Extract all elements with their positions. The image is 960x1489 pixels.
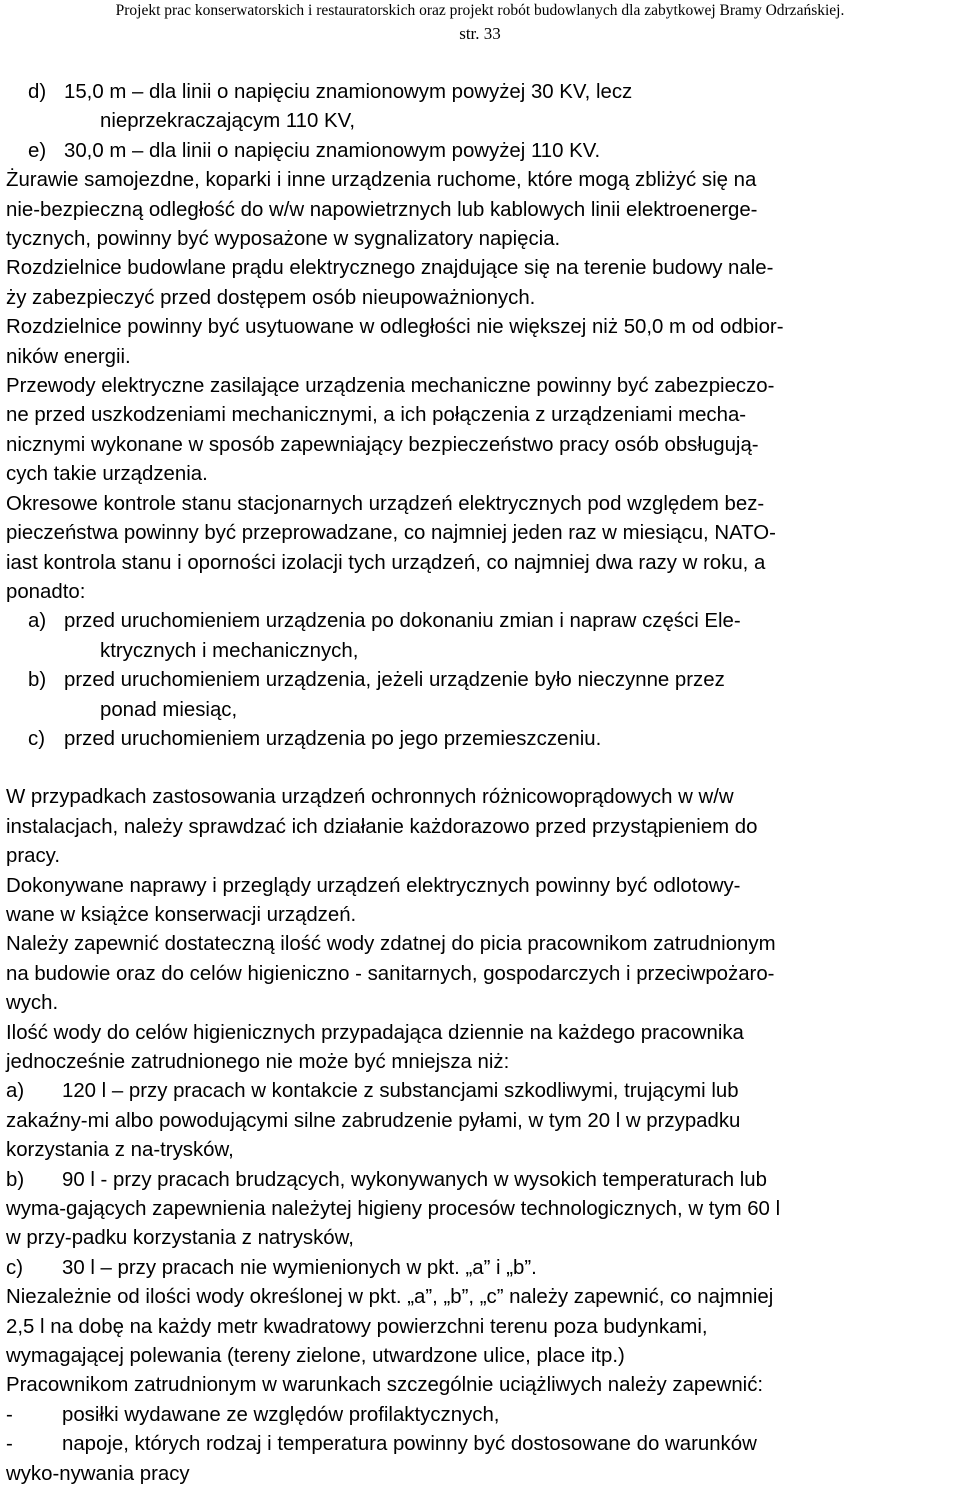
text-line: cych takie urządzenia. (6, 463, 208, 486)
text-line: Niezależnie od ilości wody określonej w pkt. „a”, „b”, „c” należy zapewnić, co najmniej (6, 1286, 774, 1309)
document-body (6, 78, 956, 1489)
text-line: Pracownikom zatrudnionym w warunkach szczególnie uciążliwych należy zapewnić: (6, 1374, 764, 1397)
dash-item-1: - posiłki wydawane ze względów profilaktycznych, (6, 1403, 500, 1426)
text-line: tycznych, powinny być wyposażone w sygnalizatory napięcia. (6, 228, 561, 251)
text-line: Rozdzielnice budowlane prądu elektrycznego znajdujące się na terenie budowy nale- (6, 257, 774, 280)
list-item-d-cont: nieprzekraczającym 110 KV, (100, 110, 356, 133)
text-line: wych. (6, 992, 59, 1015)
list-item-b: b) przed uruchomieniem urządzenia, jeżeli urządzenie było nieczynne przez (28, 669, 725, 692)
page-number: str. 33 (459, 24, 501, 43)
list-item-e: e) 30,0 m – dla linii o napięciu znamionowym powyżej 110 KV. (28, 139, 601, 162)
text-line: Dokonywane naprawy i przeglądy urządzeń elektrycznych powinny być odlotowy- (6, 874, 741, 897)
text-line: nie-bezpieczną odległość do w/w napowietrznych lub kablowych linii elektroenerge- (6, 198, 758, 221)
water-item-b: b) 90 l - przy pracach brudzących, wykonywanych w wysokich temperaturach lub (6, 1168, 767, 1191)
list-item-b-cont: ponad miesiąc, (100, 698, 238, 721)
dash-item-2: - napoje, których rodzaj i temperatura powinny być dostosowane do warunków (6, 1433, 757, 1456)
text-line: wane w książce konserwacji urządzeń. (6, 903, 357, 926)
text-line: jednocześnie zatrudnionego nie może być mniejsza niż: (6, 1051, 510, 1073)
text-line: wymagającej polewania (tereny zielone, utwardzone ulice, place itp.) (6, 1345, 625, 1368)
text-line: Należy zapewnić dostateczną ilość wody zdatnej do picia pracownikom zatrudnionym (6, 933, 776, 956)
list-item-d: d) 15,0 m – dla linii o napięciu znamionowym powyżej 30 KV, lecz (28, 81, 633, 103)
text-line: Rozdzielnice powinny być usytuowane w odległości nie większej niż 50,0 m od odbior- (6, 316, 784, 339)
paragraph-gap (6, 754, 956, 783)
text-line: ży zabezpieczyć przed dostępem osób nieupoważnionych. (6, 286, 536, 309)
list-item-c: c) przed uruchomieniem urządzenia po jego przemieszczeniu. (28, 727, 602, 750)
text-line: W przypadkach zastosowania urządzeń ochronnych różnicowoprądowych w w/w (6, 786, 734, 809)
text-line: zakaźny-mi albo powodującymi silne zabrudzenie pyłami, w tym 20 l w przypadku (6, 1109, 741, 1132)
water-item-c: c) 30 l – przy pracach nie wymienionych w pkt. „a” i „b”. (6, 1256, 537, 1279)
list-item-a: a) przed uruchomieniem urządzenia po dokonaniu zmian i napraw części Ele- (28, 610, 741, 633)
text-line: Ilość wody do celów higienicznych przypadająca dziennie na każdego pracownika (6, 1021, 744, 1044)
text-line: wyko-nywania pracy (6, 1462, 190, 1485)
text-line: Okresowe kontrole stanu stacjonarnych urządzeń elektrycznych pod względem bez- (6, 492, 765, 515)
text-line: ników energii. (6, 345, 131, 368)
header-title: Projekt prac konserwatorskich i restauratorskich oraz projekt robót budowlanych dla zabytkowej Bramy Odrzańskiej. (115, 2, 845, 19)
text-line: Żurawie samojezdne, koparki i inne urządzenia ruchome, które mogą zbliżyć się na (6, 169, 757, 192)
page-header (0, 0, 960, 43)
text-line: pieczeństwa powinny być przeprowadzane, co najmniej jeden raz w miesiącu, NATO- (6, 522, 776, 545)
text-line: 2,5 l na dobę na każdy metr kwadratowy powierzchni terenu poza budynkami, (6, 1315, 708, 1338)
text-line: instalacjach, należy sprawdzać ich działanie każdorazowo przed przystąpieniem do (6, 815, 758, 838)
text-line: korzystania z na-trysków, (6, 1139, 234, 1162)
text-line: nicznymi wykonane w sposób zapewniający bezpieczeństwo pracy osób obsługują- (6, 433, 759, 456)
list-item-a-cont: ktrycznych i mechanicznych, (100, 639, 359, 662)
water-item-a: a) 120 l – przy pracach w kontakcie z substancjami szkodliwymi, trującymi lub (6, 1080, 739, 1103)
text-line: w przy-padku korzystania z natrysków, (6, 1227, 354, 1250)
text-line: wyma-gających zapewnienia należytej higieny procesów technologicznych, w tym 60 l (6, 1198, 781, 1221)
text-line: iast kontrola stanu i oporności izolacji tych urządzeń, co najmniej dwa razy w roku, a (6, 551, 766, 574)
text-line: ponadto: (6, 580, 86, 603)
text-line: ne przed uszkodzeniami mechanicznymi, a ich połączenia z urządzeniami mecha- (6, 404, 747, 427)
text-line: Przewody elektryczne zasilające urządzenia mechaniczne powinny być zabezpieczo- (6, 375, 775, 398)
text-line: na budowie oraz do celów higieniczno - sanitarnych, gospodarczych i przeciwpożaro- (6, 962, 775, 985)
text-line: pracy. (6, 845, 61, 868)
